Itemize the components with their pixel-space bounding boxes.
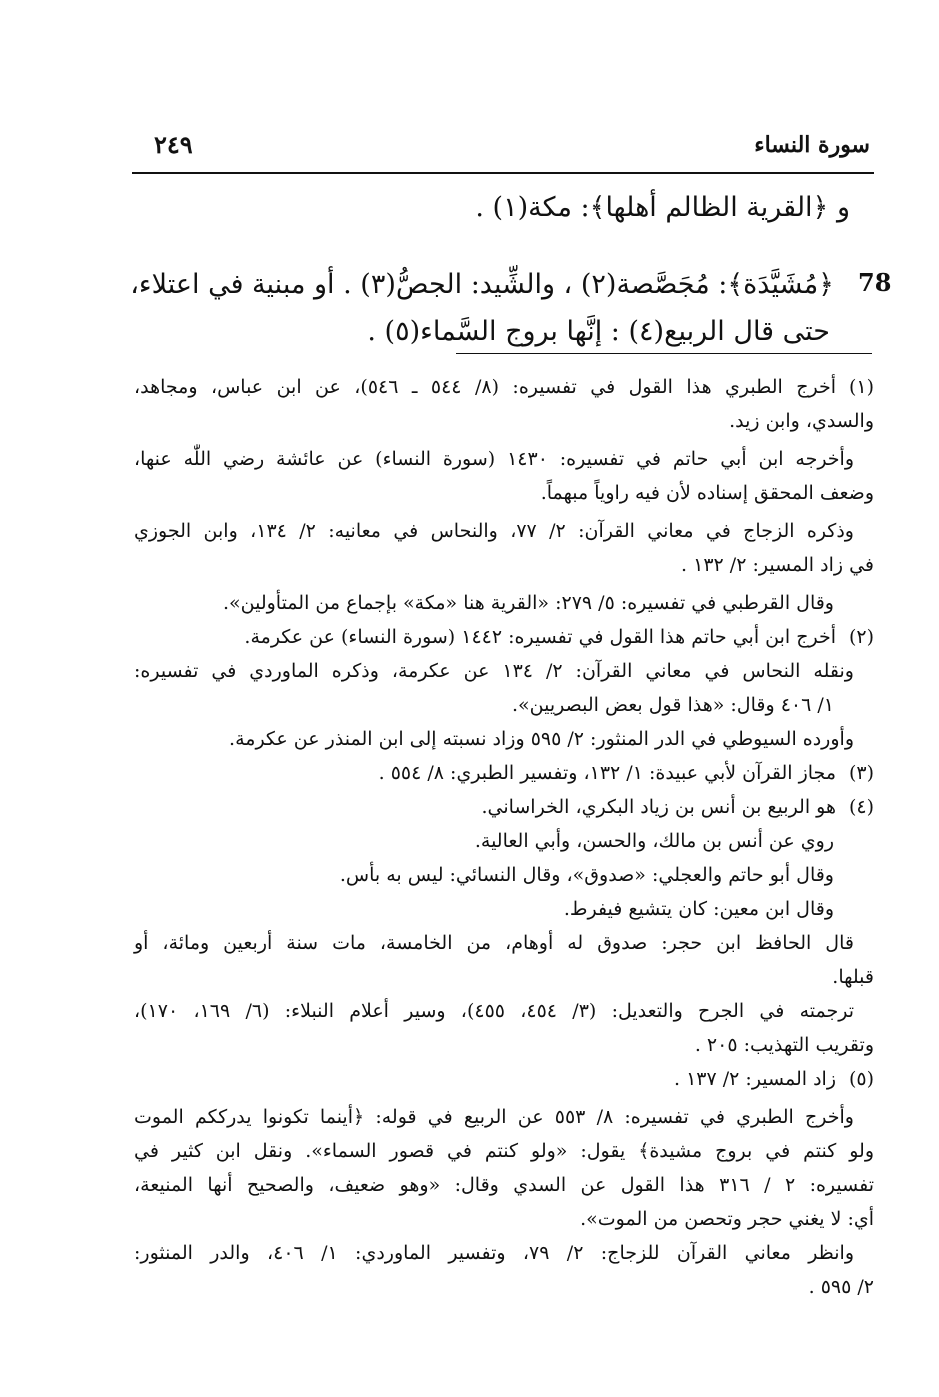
footnote-line: ونقله النحاس في معاني القرآن: ٢/ ١٣٤ عن عكرمة، وذكره الماوردي في تفسيره: (134, 660, 854, 682)
footnote-line: وأورده السيوطي في الدر المنثور: ٢/ ٥٩٥ وزاد نسبته إلى ابن المنذر عن عكرمة. (229, 728, 854, 750)
footnote-line (134, 620, 874, 654)
footnote-line: والسدي، وابن زيد. (729, 410, 874, 432)
footnote-text: زاد المسير: ٢/ ١٣٧ . (673, 1068, 836, 1090)
footnote-line: وأخرجه ابن أبي حاتم في تفسيره: ١٤٣٠ (سورة النساء) عن عائشة رضي اللّٰه عنها، (134, 448, 855, 470)
footnote-number: (٤) (848, 796, 874, 818)
header-rule (132, 172, 874, 174)
main-text-line-3: حتى قال الربيع(٤) : إنَّها بروج السَّماء(٥) . (367, 316, 830, 347)
footnote-line (134, 756, 874, 790)
footnote-number: (٢) (848, 626, 874, 648)
footnote-text: أخرج ابن أبي حاتم هذا القول في تفسيره: ١٤٤٢ (سورة النساء) عن عكرمة. (244, 626, 836, 648)
footnote-line: أي: لا يغني حجر وتحصن من الموت». (580, 1208, 874, 1230)
footnote-line: وقال ابن معين: كان يتشيع فيفرط. (563, 898, 834, 920)
footnote-number: (٥) (848, 1068, 874, 1090)
footnote-separator (456, 353, 872, 354)
footnote-line: ١/ ٤٠٦ وقال: «هذا قول بعض البصريين». (512, 694, 834, 716)
footnote-text: هو الربيع بن أنس بن زياد البكري، الخراساني. (481, 796, 836, 818)
footnote-line: في زاد المسير: ٢/ ١٣٢ . (681, 554, 874, 576)
footnote-line (134, 1062, 874, 1096)
main-text-line-2: ﴿مُشَيَّدَة﴾: مُجَصَّصة(٢) ، والشِّيد: الجصُّ(٣) . أو مبنية في اعتلاء، (130, 269, 834, 300)
footnote-line: ٢/ ٥٩٥ . (808, 1276, 874, 1298)
footnote-line: وانظر معاني القرآن للزجاج: ٢/ ٧٩، وتفسير الماوردي: ١/ ٤٠٦، والدر المنثور: (134, 1242, 855, 1264)
footnote-line: ترجمته في الجرح والتعديل: (٣/ ٤٥٤، ٤٥٥)، وسير أعلام النبلاء: (٦/ ١٦٩، ١٧٠)، (134, 1000, 854, 1022)
footnote-text: أخرج الطبري هذا القول في تفسيره: (٨/ ٥٤٤ ـ ٥٤٦)، عن ابن عباس، ومجاهد، (134, 376, 837, 398)
footnote-text: مجاز القرآن لأبي عبيدة: ١/ ١٣٢، وتفسير الطبري: ٨/ ٥٥٤ . (378, 762, 836, 784)
main-text-line-1: و ﴿القرية الظالم أهلها﴾: مكة(١) . (475, 192, 850, 223)
footnote-number: (١) (848, 376, 874, 398)
footnote-line: ولو كنتم في بروج مشيدة﴾ يقول: «ولو كنتم في قصور السماء». ونقل ابن كثير في (134, 1140, 874, 1162)
footnote-line: وأخرج الطبري في تفسيره: ٨/ ٥٥٣ عن الربيع في قوله: ﴿أينما تكونوا يدرككم الموت (134, 1106, 854, 1128)
footnote-line: تفسيره: ٢ / ٣١٦ هذا القول عن السدي وقال: «وهو ضعيف، والصحيح أنها المنيعة، (134, 1174, 874, 1196)
footnote-line: وقال أبو حاتم والعجلي: «صدوق»، وقال النسائي: ليس به بأس. (339, 864, 834, 886)
footnote-line: وتقريب التهذيب: ٢٠٥ . (694, 1034, 874, 1056)
footnote-line: وقال القرطبي في تفسيره: ٥/ ٢٧٩: «القرية هنا «مكة» بإجماع من المتأولين». (222, 592, 834, 614)
running-header (140, 128, 870, 168)
page-number: ٢٤٩ (154, 130, 193, 159)
footnotes (134, 370, 874, 1304)
surah-title: سورة النساء (754, 132, 870, 158)
footnote-line: قبلها. (832, 966, 874, 988)
footnote-line: وضعف المحقق إسناده لأن فيه راوياً مبهماً. (540, 482, 874, 504)
footnote-line: روي عن أنس بن مالك، والحسن، وأبي العالية. (474, 830, 834, 852)
footnote-line: وذكره الزجاج في معاني القرآن: ٢/ ٧٧، والنحاس في معانيه: ٢/ ١٣٤، وابن الجوزي (134, 520, 854, 542)
footnote-line (134, 790, 874, 824)
verse-number: 78 (858, 268, 892, 297)
footnote-number: (٣) (848, 762, 874, 784)
footnote-line (134, 370, 874, 404)
footnote-line: قال الحافظ ابن حجر: صدوق له أوهام، من الخامسة، مات سنة أربعين ومائة، أو (134, 932, 854, 954)
